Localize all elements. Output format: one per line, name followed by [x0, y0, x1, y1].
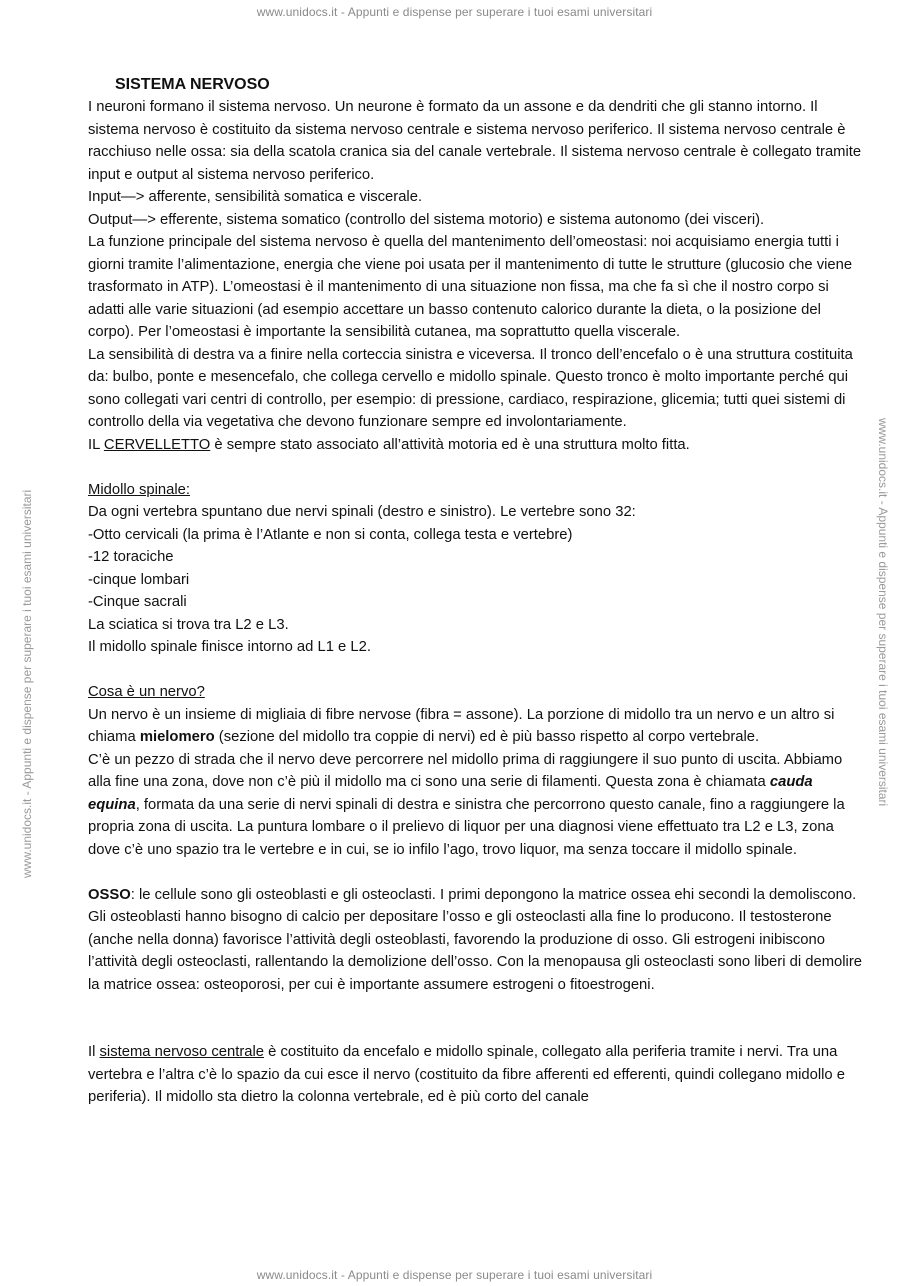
snc-pre: Il [88, 1044, 100, 1060]
intro-input-line: Input—> afferente, sensibilità somatica e viscerale. [88, 189, 423, 205]
nervo-p2-pre: C’è un pezzo di strada che il nervo deve percorrere nel midollo prima di raggiungere il suo punto di uscita. Abbiamo alla fine una zona, dove non c’è più il midollo ma ci sono una serie di filamenti. Questa zona è chiamata [88, 751, 843, 790]
tronco-paragraph: La sensibilità di destra va a finire nella corteccia sinistra e viceversa. Il tronco dell’encefalo o è una struttura costituita da: bulbo, ponte e mesencefalo, che collega cervello e midollo spinale. Questo tronco è molto importante perché qui sono collegati vari centri di controllo, per esempio: di pressione, cardiaco, respirazione, glicemia; tutti quei sistemi di controllo della via vegetativa che devono funzionare sempre ed involontariamente. [88, 346, 853, 430]
cauda-equina-term: cauda equina [88, 774, 813, 813]
cervelletto-pre: IL [88, 436, 104, 453]
intro-output-line: Output—> efferente, sistema somatico (controllo del sistema motorio) e sistema autonomo (dei visceri). [88, 211, 765, 228]
nervo-paragraph-2 [88, 749, 866, 862]
cervelletto-term: CERVELLETTO [103, 436, 211, 453]
cervelletto-paragraph [88, 434, 866, 457]
left-side-banner: www.unidocs.it - Appunti e dispense per superare i tuoi esami universitari [20, 489, 34, 878]
page-title: SISTEMA NERVOSO [115, 76, 270, 93]
midollo-line: -cinque lombari [88, 571, 190, 588]
intro-paragraph-1: I neuroni formano il sistema nervoso. Un neurone è formato da un assone e da dendriti che gli stanno intorno. Il sistema nervoso è costituito da sistema nervoso centrale e sistema nervoso periferico. Il sistema nervoso centrale è racchiuso nelle ossa: sia della scatola cranica sia del canale vertebrale. Il sistema nervoso centrale è collegato tramite input e output al sistema nervoso periferico. [88, 99, 862, 183]
document-body [88, 74, 866, 1109]
nervo-p1-post: (sezione del midollo tra coppie di nervi) ed è più basso rispetto al corpo vertebrale. [214, 729, 760, 745]
cervelletto-post: è sempre stato associato all’attività motoria ed è una struttura molto fitta. [210, 436, 690, 453]
midollo-line: -Otto cervicali (la prima è l’Atlante e non si conta, collega testa e vertebre) [88, 526, 573, 543]
osso-term: OSSO [88, 886, 131, 903]
snc-term: sistema nervoso centrale [99, 1044, 265, 1060]
nervo-p1-pre: Un nervo è un insieme di migliaia di fibre nervose (fibra = assone). La porzione di midollo tra un nervo e un altro si chiama [88, 706, 835, 745]
snc-post: è costituito da encefalo e midollo spinale, collegato alla periferia tramite i nervi. Tra una vertebra e l’altra c’è lo spazio da cui esce il nervo (costituito da fibre afferenti ed efferenti, quindi collegano midollo e periferia). Il midollo sta dietro la colonna vertebrale, ed è più corto del canale [88, 1044, 845, 1105]
mielomero-term: mielomero [139, 729, 215, 745]
midollo-line: -12 toraciche [88, 549, 174, 565]
osso-paragraph [88, 884, 866, 997]
nervo-paragraph-1 [88, 704, 866, 749]
nervo-heading: Cosa è un nervo? [88, 684, 205, 700]
snc-paragraph [88, 1041, 866, 1109]
nervo-p2-post: , formata da una serie di nervi spinali di destra e sinistra che percorrono questo canale, fino a raggiungere la propria zona di uscita. La puntura lombare o il prelievo di liquor per una diagnosi viene effettuato tra L2 e L3, zona dove c’è uno spazio tra le vertebre e in cui, se io infilo l’ago, trovo liquor, ma senza toccare il midollo spinale. [88, 796, 845, 858]
midollo-heading: Midollo spinale: [88, 481, 190, 498]
header-banner: www.unidocs.it - Appunti e dispense per superare i tuoi esami universitari [256, 5, 653, 19]
midollo-line: Il midollo spinale finisce intorno ad L1 e L2. [88, 639, 371, 655]
midollo-line: La sciatica si trova tra L2 e L3. [88, 616, 289, 633]
midollo-line: Da ogni vertebra spuntano due nervi spinali (destro e sinistro). Le vertebre sono 32: [88, 504, 636, 520]
osso-text: : le cellule sono gli osteoblasti e gli osteoclasti. I primi depongono la matrice ossea ehi secondi la demoliscono. Gli osteoblasti hanno bisogno di calcio per depositare l’osso e gli osteoclasti alla fine lo producono. Il testosterone (anche nella donna) favorisce l’attività degli osteoblasti, favorendo la produzione di osso. Gli estrogeni inibiscono l’attività degli osteoclasti, rallentando la demolizione dell’osso. Con la menopausa gli osteoclasti sono liberi di demolire la matrice ossea: osteoporosi, per cui è importante assumere estrogeni o fitoestrogeni. [88, 886, 862, 993]
omeostasi-paragraph: La funzione principale del sistema nervoso è quella del mantenimento dell’omeostasi: noi acquisiamo energia tutti i giorni tramite l’alimentazione, energia che viene poi usata per il mantenimento di tutte le strutture (glucosio che viene trasformato in ATP). L’omeostasi è il mantenimento di una situazione non fissa, ma che fa sì che il nostro corpo si adatti alle varie situazioni (ad esempio accettare un basso contenuto calorico durante la dieta, o la posizione del corpo). Per l’omeostasi è importante la sensibilità cutanea, ma soprattutto quella viscerale. [88, 234, 853, 340]
midollo-line: -Cinque sacrali [88, 594, 187, 610]
right-side-banner: www.unidocs.it - Appunti e dispense per superare i tuoi esami universitari [876, 418, 890, 807]
footer-banner: www.unidocs.it - Appunti e dispense per superare i tuoi esami universitari [256, 1268, 653, 1282]
